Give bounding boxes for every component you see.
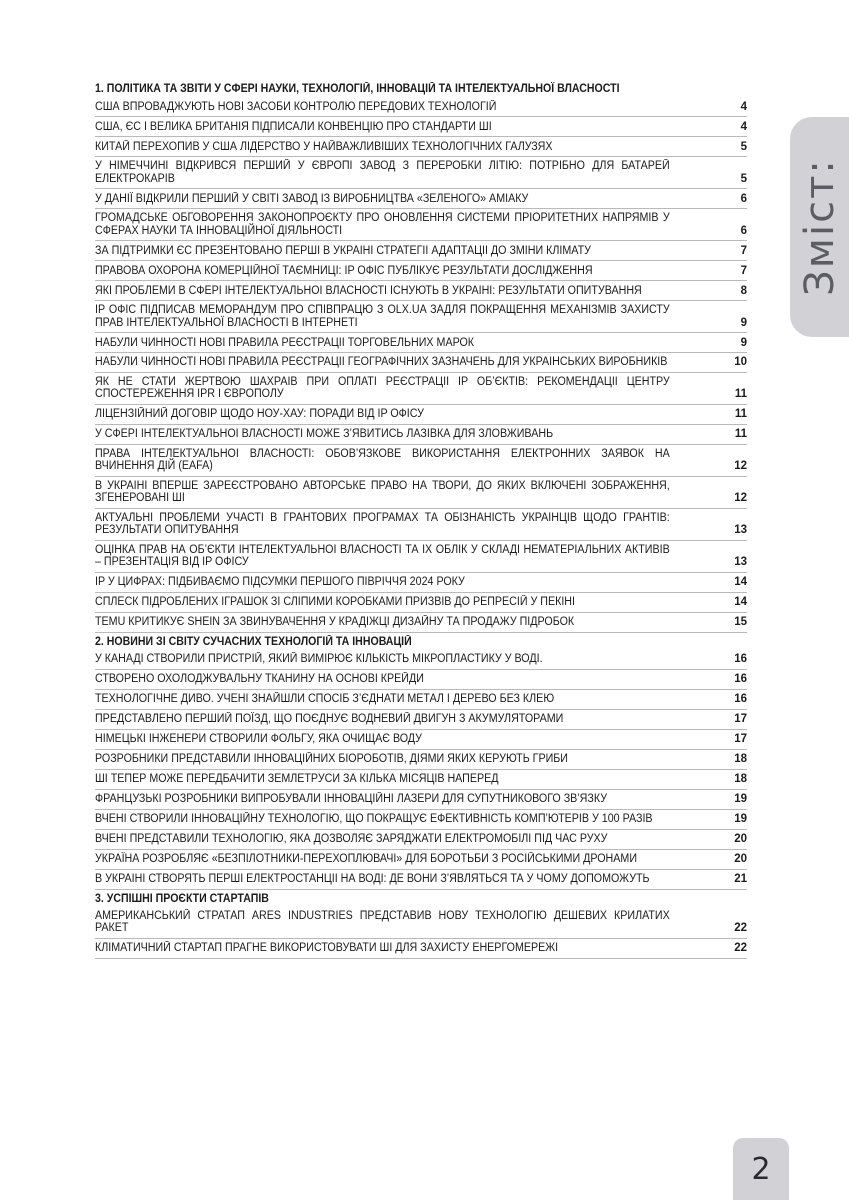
entry-title: РОЗРОБНИКИ ПРЕДСТАВИЛИ ІННОВАЦІЙНИХ БІОРОБОТІВ, ДІЯМИ ЯКИХ КЕРУЮТЬ ГРИБИ — [95, 753, 569, 765]
entry-page: 16 — [734, 653, 747, 665]
toc-entry[interactable] — [95, 160, 747, 189]
toc-entry[interactable] — [95, 264, 747, 281]
section-title: 1. ПОЛІТИКА ТА ЗВІТИ У СФЕРІ НАУКИ, ТЕХНОЛОГІЙ, ІННОВАЦІЙ ТА ІНТЕЛЕКТУАЛЬНОЇ ВЛАСНОСТІ — [95, 83, 620, 95]
toc-entry[interactable] — [95, 773, 747, 790]
entry-title: НАБУЛИ ЧИННОСТІ НОВІ ПРАВИЛА РЕЄСТРАЦІЇ ТОРГОВЕЛЬНИХ МАРОК — [95, 336, 475, 349]
entry-title: ФРАНЦУЗЬКІ РОЗРОБНИКИ ВИПРОБУВАЛИ ІННОВАЦІЙНІ ЛАЗЕРИ ДЛЯ СУПУТНИКОВОГО ЗВ’ЯЗКУ — [95, 793, 608, 805]
entry-title: IP У ЦИФРАХ: ПІДБИВАЄМО ПІДСУМКИ ПЕРШОГО ПІВРІЧЧЯ 2024 РОКУ — [95, 576, 465, 588]
entry-page: 16 — [734, 673, 747, 685]
entry-title: ЛІЦЕНЗІЙНИЙ ДОГОВІР ЩОДО НОУ-ХАУ: ПОРАДИ ВІД IP ОФІСУ — [95, 408, 424, 420]
entry-title: КЛІМАТИЧНИЙ СТАРТАП ПРАГНЕ ВИКОРИСТОВУВАТИ ШІ ДЛЯ ЗАХИСТУ ЕНЕРГОМЕРЕЖІ — [95, 942, 559, 954]
entry-title: В УКРАЇНІ СТВОРЯТЬ ПЕРШІ ЕЛЕКТРОСТАНЦІЇ НА ВОДІ: ДЕ ВОНИ З’ЯВЛЯТЬСЯ ТА У ЧОМУ ДОПОМОЖУТЬ — [95, 873, 650, 885]
entry-page: 6 — [740, 224, 747, 237]
toc-entry[interactable] — [95, 140, 747, 157]
entry-page: 22 — [734, 942, 747, 954]
entry-page: 5 — [740, 172, 747, 185]
entry-page: 18 — [734, 773, 747, 785]
entry-page: 15 — [734, 616, 747, 628]
toc-entry[interactable] — [95, 813, 747, 830]
table-of-contents — [95, 80, 747, 962]
toc-entry[interactable] — [95, 448, 747, 477]
entry-page: 6 — [740, 192, 747, 205]
entry-page: 11 — [734, 428, 747, 440]
entry-page: 21 — [734, 873, 747, 885]
toc-section-1 — [95, 83, 747, 633]
entry-title: У ДАНІЇ ВІДКРИЛИ ПЕРШИЙ У СВІТІ ЗАВОД ІЗ ВИРОБНИЦТВА «ЗЕЛЕНОГО» АМІАКУ — [95, 192, 529, 205]
entry-page: 4 — [740, 120, 747, 133]
entry-page: 12 — [734, 460, 747, 472]
toc-entry[interactable] — [95, 192, 747, 209]
toc-entry[interactable] — [95, 408, 747, 425]
entry-title: В УКРАЇНІ ВПЕРШЕ ЗАРЕЄСТРОВАНО АВТОРСЬКЕ ПРАВО НА ТВОРИ, ДО ЯКИХ ВКЛЮЧЕНІ ЗОБРАЖЕННЯ, ЗГЕНЕРОВАНІ ШІ — [95, 479, 670, 504]
entry-title: ЗА ПІДТРИМКИ ЄС ПРЕЗЕНТОВАНО ПЕРШІ В УКРАЇНІ СТРАТЕГІЇ АДАПТАЦІЇ ДО ЗМІНИ КЛІМАТУ — [95, 244, 591, 257]
toc-entry[interactable] — [95, 480, 747, 509]
entry-title: У СФЕРІ ІНТЕЛЕКТУАЛЬНОЇ ВЛАСНОСТІ МОЖЕ З’ЯВИТИСЬ ЛАЗІВКА ДЛЯ ЗЛОВЖИВАНЬ — [95, 428, 554, 440]
entry-page: 11 — [734, 408, 747, 420]
side-tab-label: Зміст: — [797, 158, 844, 296]
entry-title: СПЛЕСК ПІДРОБЛЕНИХ ІГРАШОК ЗІ СЛІПИМИ КОРОБКАМИ ПРИЗВІВ ДО РЕПРЕСІЙ У ПЕКІНІ — [95, 596, 575, 608]
entry-page: 19 — [734, 793, 747, 805]
entry-title: ШІ ТЕПЕР МОЖЕ ПЕРЕДБАЧИТИ ЗЕМЛЕТРУСИ ЗА КІЛЬКА МІСЯЦІВ НАПЕРЕД — [95, 773, 499, 785]
toc-entry[interactable] — [95, 304, 747, 333]
entry-page: 5 — [740, 140, 747, 153]
toc-entry[interactable] — [95, 713, 747, 730]
entry-title: IP ОФІС ПІДПИСАВ МЕМОРАНДУМ ПРО СПІВПРАЦЮ З OLX.UA ЗАДЛЯ ПОКРАЩЕННЯ МЕХАНІЗМІВ ЗАХИСТУ ПРАВ ІНТЕЛЕКТУАЛЬНОЇ ВЛАСНОСТІ В ІНТЕРНЕТІ — [95, 304, 670, 329]
toc-entry[interactable] — [95, 120, 747, 137]
entry-title: США, ЄС І ВЕЛИКА БРИТАНІЯ ПІДПИСАЛИ КОНВЕНЦІЮ ПРО СТАНДАРТИ ШІ — [95, 120, 492, 133]
entry-page: 4 — [740, 100, 747, 113]
toc-entry[interactable] — [95, 376, 747, 405]
entry-page: 13 — [734, 524, 747, 536]
toc-entry[interactable] — [95, 596, 747, 613]
toc-entry[interactable] — [95, 576, 747, 593]
entry-page: 7 — [740, 244, 747, 257]
entry-title: НІМЕЦЬКІ ІНЖЕНЕРИ СТВОРИЛИ ФОЛЬГУ, ЯКА ОЧИЩАЄ ВОДУ — [95, 733, 422, 745]
toc-entry[interactable] — [95, 693, 747, 710]
entry-page: 11 — [734, 388, 747, 400]
toc-entry[interactable] — [95, 616, 747, 633]
entry-title: КИТАЙ ПЕРЕХОПИВ У США ЛІДЕРСТВО У НАЙВАЖЛИВІШИХ ТЕХНОЛОГІЧНИХ ГАЛУЗЯХ — [95, 140, 553, 153]
toc-entry[interactable] — [95, 833, 747, 850]
contents-side-tab — [790, 117, 849, 337]
entry-page: 19 — [734, 813, 747, 825]
entry-page: 14 — [734, 576, 747, 588]
entry-page: 18 — [734, 753, 747, 765]
entry-title: ЯКІ ПРОБЛЕМИ В СФЕРІ ІНТЕЛЕКТУАЛЬНОЇ ВЛАСНОСТІ ІСНУЮТЬ В УКРАЇНІ: РЕЗУЛЬТАТИ ОПИТУВАННЯ — [95, 284, 642, 297]
toc-entry[interactable] — [95, 100, 747, 117]
entry-title: АМЕРИКАНСЬКИЙ СТРАТАП ARES INDUSTRIES ПРЕДСТАВИВ НОВУ ТЕХНОЛОГІЮ ДЕШЕВИХ КРИЛАТИХ РАКЕТ — [95, 909, 670, 934]
entry-title: США ВПРОВАДЖУЮТЬ НОВІ ЗАСОБИ КОНТРОЛЮ ПЕРЕДОВИХ ТЕХНОЛОГІЙ — [95, 100, 497, 113]
entry-page: 12 — [734, 492, 747, 504]
toc-entry[interactable] — [95, 853, 747, 870]
entry-page: 13 — [734, 556, 747, 568]
entry-page: 17 — [734, 713, 747, 725]
toc-entry[interactable] — [95, 910, 747, 939]
entry-title: НАБУЛИ ЧИННОСТІ НОВІ ПРАВИЛА РЕЄСТРАЦІЇ ГЕОГРАФІЧНИХ ЗАЗНАЧЕНЬ ДЛЯ УКРАЇНСЬКИХ ВИРОБНИКІВ — [95, 356, 668, 368]
toc-entry[interactable] — [95, 244, 747, 261]
entry-title: ПРАВОВА ОХОРОНА КОМЕРЦІЙНОЇ ТАЄМНИЦІ: IP ОФІС ПУБЛІКУЄ РЕЗУЛЬТАТИ ДОСЛІДЖЕННЯ — [95, 264, 593, 277]
section-title: 2. НОВИНИ ЗІ СВІТУ СУЧАСНИХ ТЕХНОЛОГІЙ ТА ІННОВАЦІЙ — [95, 635, 412, 648]
entry-title: ОЦІНКА ПРАВ НА ОБ’ЄКТИ ІНТЕЛЕКТУАЛЬНОЇ ВЛАСНОСТІ ТА ЇХ ОБЛІК У СКЛАДІ НЕМАТЕРІАЛЬНИХ АКТИВІВ – ПРЕЗЕНТАЦІЯ ВІД IP ОФІСУ — [95, 543, 670, 568]
entry-title: У НІМЕЧЧИНІ ВІДКРИВСЯ ПЕРШИЙ У ЄВРОПІ ЗАВОД З ПЕРЕРОБКИ ЛІТІЮ: ПОТРІБНО ДЛЯ БАТАРЕЙ ЕЛЕКТРОКАРІВ — [95, 160, 670, 185]
entry-page: 8 — [740, 284, 747, 297]
entry-page: 22 — [734, 922, 747, 934]
entry-title: УКРАЇНА РОЗРОБЛЯЄ «БЕЗПІЛОТНИКИ-ПЕРЕХОПЛЮВАЧІ» ДЛЯ БОРОТЬБИ З РОСІЙСЬКИМИ ДРОНАМИ — [95, 853, 638, 865]
entry-title: ВЧЕНІ ПРЕДСТАВИЛИ ТЕХНОЛОГІЮ, ЯКА ДОЗВОЛЯЄ ЗАРЯДЖАТИ ЕЛЕКТРОМОБІЛІ ПІД ЧАС РУХУ — [95, 833, 608, 845]
entry-page: 14 — [734, 596, 747, 608]
entry-page: 17 — [734, 733, 747, 745]
entry-page: 16 — [734, 693, 747, 705]
entry-page: 20 — [734, 833, 747, 845]
toc-entry[interactable] — [95, 356, 747, 373]
entry-title: ПРАВА ІНТЕЛЕКТУАЛЬНОЇ ВЛАСНОСТІ: ОБОВ’ЯЗКОВЕ ВИКОРИСТАННЯ ЕЛЕКТРОННИХ ЗАЯВОК НА ВЧИНЕННЯ ДІЙ (EAFA) — [95, 447, 670, 472]
entry-title: У КАНАДІ СТВОРИЛИ ПРИСТРІЙ, ЯКИЙ ВИМІРЮЄ КІЛЬКІСТЬ МІКРОПЛАСТИКУ У ВОДІ. — [95, 653, 543, 665]
entry-page: 9 — [740, 336, 747, 349]
toc-entry[interactable] — [95, 942, 747, 959]
toc-entry[interactable] — [95, 733, 747, 750]
entry-title: ТЕХНОЛОГІЧНЕ ДИВО. УЧЕНІ ЗНАЙШЛИ СПОСІБ З’ЄДНАТИ МЕТАЛ І ДЕРЕВО БЕЗ КЛЕЮ — [95, 693, 555, 705]
toc-section-3 — [95, 893, 747, 959]
toc-entry[interactable] — [95, 753, 747, 770]
entry-title: TEMU КРИТИКУЄ SHEIN ЗА ЗВИНУВАЧЕННЯ У КРАДІЖЦІ ДИЗАЙНУ ТА ПРОДАЖУ ПІДРОБОК — [95, 616, 575, 628]
entry-title: ВЧЕНІ СТВОРИЛИ ІННОВАЦІЙНУ ТЕХНОЛОГІЮ, ЩО ПОКРАЩУЄ ЕФЕКТИВНІСТЬ КОМП’ЮТЕРІВ У 100 РАЗІВ — [95, 813, 653, 825]
entry-title: ЯК НЕ СТАТИ ЖЕРТВОЮ ШАХРАЇВ ПРИ ОПЛАТІ РЕЄСТРАЦІЇ IP ОБ’ЄКТІВ: РЕКОМЕНДАЦІЇ ЦЕНТРУ СПОСТЕРЕЖЕННЯ IPR І ЄВРОПОЛУ — [95, 375, 670, 400]
entry-title: ГРОМАДСЬКЕ ОБГОВОРЕННЯ ЗАКОНОПРОЄКТУ ПРО ОНОВЛЕННЯ СИСТЕМИ ПРІОРИТЕТНИХ НАПРЯМІВ У СФЕРАХ НАУКИ ТА ІННОВАЦІЙНОЇ ДІЯЛЬНОСТІ — [95, 212, 670, 237]
entry-title: АКТУАЛЬНІ ПРОБЛЕМИ УЧАСТІ В ГРАНТОВИХ ПРОГРАМАХ ТА ОБІЗНАНІСТЬ УКРАЇНЦІВ ЩОДО ГРАНТІВ: РЕЗУЛЬТАТИ ОПИТУВАННЯ — [95, 511, 670, 536]
toc-entry[interactable] — [95, 428, 747, 445]
toc-entry[interactable] — [95, 673, 747, 690]
page-number: 2 — [733, 1138, 789, 1200]
toc-entry[interactable] — [95, 793, 747, 810]
toc-entry[interactable] — [95, 873, 747, 890]
entry-page: 9 — [740, 316, 747, 329]
toc-entry[interactable] — [95, 544, 747, 573]
toc-entry[interactable] — [95, 653, 747, 670]
toc-entry[interactable] — [95, 212, 747, 241]
entry-page: 10 — [734, 356, 747, 368]
entry-page: 7 — [740, 264, 747, 277]
entry-title: СТВОРЕНО ОХОЛОДЖУВАЛЬНУ ТКАНИНУ НА ОСНОВІ КРЕЙДИ — [95, 673, 424, 685]
section-title: 3. УСПІШНІ ПРОЄКТИ СТАРТАПІВ — [95, 892, 269, 905]
toc-entry[interactable] — [95, 336, 747, 353]
toc-section-2 — [95, 636, 747, 890]
toc-entry[interactable] — [95, 284, 747, 301]
entry-title: ПРЕДСТАВЛЕНО ПЕРШИЙ ПОЇЗД, ЩО ПОЄДНУЄ ВОДНЕВИЙ ДВИГУН З АКУМУЛЯТОРАМИ — [95, 713, 564, 725]
toc-entry[interactable] — [95, 512, 747, 541]
entry-page: 20 — [734, 853, 747, 865]
